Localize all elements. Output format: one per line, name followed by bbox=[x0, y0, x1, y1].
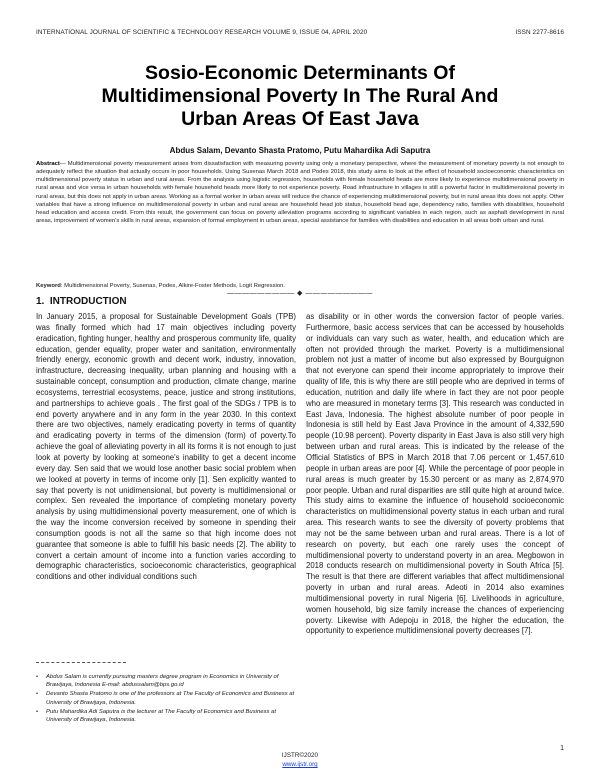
footnotes bbox=[36, 673, 296, 725]
publisher-id: IJSTR©2020 bbox=[281, 752, 319, 759]
footnote-separator bbox=[36, 662, 126, 663]
paper-title bbox=[40, 62, 560, 131]
footnote-item bbox=[36, 673, 296, 689]
title-line: Sosio-Economic Determinants Of bbox=[145, 62, 455, 84]
author-list: Abdus Salam, Devanto Shasta Pratomo, Putu Mahardika Adi Saputra bbox=[169, 146, 431, 155]
bullet-icon: • bbox=[36, 691, 39, 698]
abstract bbox=[36, 160, 564, 225]
footnote-item bbox=[36, 708, 296, 724]
footnote-text: Devanto Shasta Pratomo is one of the professors at The Faculty of Economics and Business at University of Brawijaya, Indonesia. bbox=[46, 691, 295, 706]
issn: ISSN 2277-8616 bbox=[515, 29, 564, 36]
title-line: Multidimensional Poverty In The Rural And bbox=[101, 85, 499, 107]
title-line: Urban Areas Of East Java bbox=[181, 108, 419, 130]
journal-name: INTERNATIONAL JOURNAL OF SCIENTIFIC & TECHNOLOGY RESEARCH VOLUME 9, ISSUE 04, APRIL 2020 bbox=[36, 29, 368, 36]
bullet-icon: • bbox=[36, 708, 39, 715]
section-divider: ————————— ◆ ————————— bbox=[227, 290, 373, 297]
publisher-website bbox=[0, 761, 600, 768]
bullet-icon: • bbox=[36, 674, 39, 680]
section-heading bbox=[36, 296, 127, 307]
footnote-text: Abdus Salam is currently pursuing masters degree program in Economics in University of Brawijaya, Indonesia E-mail: abdussalam@bps.go.id bbox=[46, 674, 279, 689]
section-number: 1. bbox=[36, 296, 45, 307]
website-link[interactable]: www.ijstr.org bbox=[282, 761, 318, 768]
abstract-label: Abstract bbox=[36, 161, 60, 167]
running-header bbox=[36, 29, 564, 39]
body-column-right: as disability or in other words the conversion factor of people varies. Furthermore, basic access services that can be accessed by households or individuals can vary such as water, health, and education which are often not provided through the market. Poverty is a multidimensional problem not just a matter of income but also expressed by Bourguignon that not everyone can spend their income appropriately to improve their quality of life, this is why there are still people who are deprived in terms of education, nutrition and daily life where in fact they are not poor people who are measured in monetary terms [3]. This research was conducted in East Java, Indonesia. The highest absolute number of poor people in Indonesia is still held by East Java Province in the amount of 4,332,590 people (10.98 percent). Poverty disparity in East Java is also still very high between urban and rural areas. This is indicated by the release of the Official Statistics of BPS in March 2018 that 7.06 percent or 1,457,610 people in urban areas are poor [4]. While the percentage of poor people in rural areas is much greater by 15.30 percent or as many as 2,874,970 poor people. Urban and rural disparities are still quite high at around twice. This study aims to examine the influence of household socioeconomic characteristics on multidimensional poverty status in each urban and rural area. This research wants to see the diversity of poverty problems that may not be the same between urban and rural areas. There is a lot of research on poverty, but each one rarely uses the concept of multidimensional poverty to understand poverty in an area. Megbowon in 2018 conducts research on multidimensional poverty in South Africa [5]. The result is that there are different variables that affect multidimensional poverty in urban and rural areas. Adeoti in 2014 also examines multidimensional poverty in rural Nigeria [6]. Livelihoods in agriculture, women household, big size family increase the chances of experiencing poverty. Likewise with Adepoju in 2018, the higher the education, the opportunity to experience multidimensional poverty decreases [7]. bbox=[306, 312, 564, 636]
body-column-left: In January 2015, a proposal for Sustainable Development Goals (TPB) was finally formed which had 17 main objectives including poverty eradication, fighting hunger, healthy and prosperous community life, quality education, gender equality, proper water and sanitation, environmentally friendly energy, economic growth and decent work, industry, innovation, infrastructure, decreasing inequality, urban planning and housing with a sustainable concept, consumption and production, climate change, marine ecosystems, terrestrial ecosystems, peace, justice and strong institutions, and partnerships to achieve goals . The first goal of the SDGs / TPB is to end poverty anywhere and in any form in the year 2030. In this context there are two objectives, namely eradicating poverty in terms of quantity and eradicating poverty in terms of the dimension (form) of poverty.To achieve the goal of alleviating poverty in all its forms it is not enough to just look at poverty by looking at someone's inability to get a decent income every day. Sen said that we would lose another basic social problem when we looked at poverty in terms of income only [1]. Sen explicitly wanted to say that poverty is not unidimensional, but poverty is multidimensional or complex. Sen revealed the importance of completing monetary poverty analysis by using multidimensional poverty measurement, one of which is the way the income conversion received by someone in spending their consumption goods is not all the same so that high income does not guarantee that someone is able to fulfill his basic needs [2]. The ability to convert a certain amount of income into a function varies according to demographic characteristics, socioeconomic characteristics, geographical conditions and other individual conditions such bbox=[36, 312, 296, 582]
section-title-text: INTRODUCTION bbox=[49, 296, 127, 307]
keywords-text: : Multidimensional Poverty, Susenas, Podes, Alkire-Foster Methods, Logit Regression. bbox=[60, 283, 286, 289]
abstract-text: — Multidimensional poverty measurement arises from dissatisfaction with measuring poverty using only a monetary perspective, where the measurement of monetary poverty is not enough to adequately reflect the situation that actually occurs in poor households. Using Susenas March 2018 and Podes 2018, this study aims to look at the effect of household socioeconomic characteristics on multidimensional poverty status in urban and rural areas. From the analysis using logistic regression, households with female household heads are more likely to experience multidimensional poverty in rural areas and vice versa in urban households with female household heads more likely to not experience poverty. Road infrastructure in villages is still a powerful factor in multidimensional poverty in rural areas, but this does not apply in urban areas. Working as a formal worker in urban areas will reduce the chance of experiencing multidimensional poverty, but in rural areas this does not apply. Other variables that have a strong influence on multidimensional poverty in urban and rural areas are household head job status, household head age, dependency ratio, families with disabilities, household head education and access credit. From this result, the government can focus on poverty alleviation programs according to significant variables in each region, such as asphalt development in rural areas, improvement of women's skills in rural areas, expansion of formal employment in urban areas, special assistance for families with disabilities and education in all areas both urban and rural. bbox=[36, 161, 564, 225]
footnote-text: Putu Mahardika Adi Saputra is the lecturer at The Faculty of Economics and Business at University of Brawijaya, Indonesia. bbox=[46, 708, 276, 724]
page-number: 1 bbox=[560, 745, 564, 752]
keywords-label: Keyword bbox=[36, 283, 61, 289]
footnote-item bbox=[36, 690, 296, 706]
